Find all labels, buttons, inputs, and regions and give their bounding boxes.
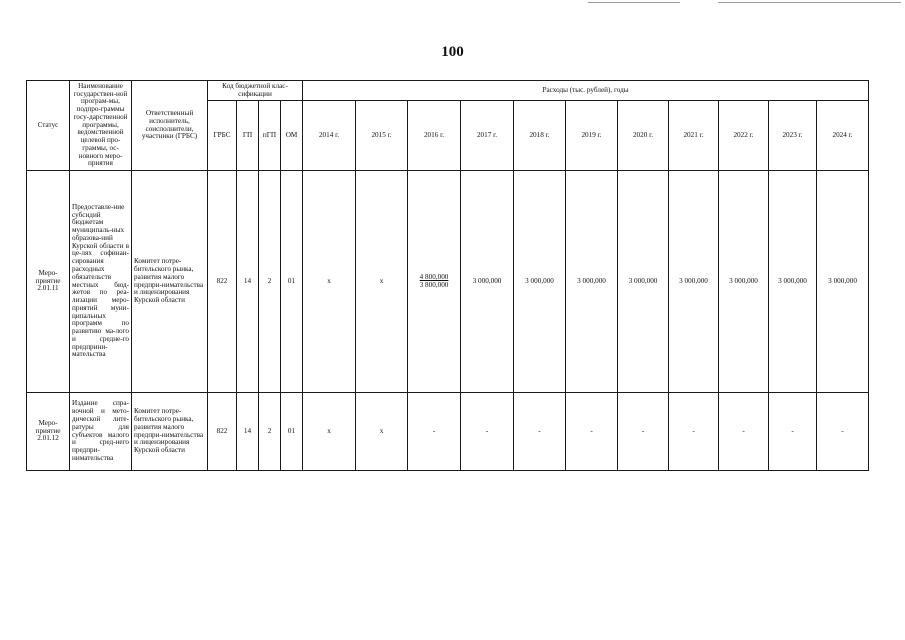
row-name: Предоставле-ние субсидий бюджетам муниципаль-ных образова-ний Курской области в це-лях софинан-сирования расходных обязательств местных бюд-жетов по реа-лизации меро-приятий муни-ципальных программ по развитию ма-лого и средне-го предприни-мательства bbox=[70, 171, 132, 393]
row-gp: 14 bbox=[237, 393, 259, 471]
header-budget-code: Код бюджетной клас-сификации bbox=[208, 81, 303, 101]
header-year-2015: 2015 г. bbox=[356, 101, 408, 171]
row-2024: - bbox=[817, 393, 869, 471]
row-2022: 3 000,000 bbox=[719, 171, 769, 393]
header-expenses: Расходы (тыс. рублей), годы bbox=[303, 81, 869, 101]
budget-table bbox=[26, 80, 869, 471]
header-gp: ГП bbox=[237, 101, 259, 171]
header-year-2020: 2020 г. bbox=[618, 101, 669, 171]
row-2019: - bbox=[566, 393, 618, 471]
row-2019: 3 000,000 bbox=[566, 171, 618, 393]
row-om: 01 bbox=[281, 171, 303, 393]
top-rule-right bbox=[718, 2, 901, 3]
row-om: 01 bbox=[281, 393, 303, 471]
header-year-2014: 2014 г. bbox=[303, 101, 356, 171]
header-grbs: ГРБС bbox=[208, 101, 237, 171]
row-2015: х bbox=[356, 393, 408, 471]
header-executor: Ответственный исполнитель, соисполнители, участники (ГРБС) bbox=[132, 81, 208, 171]
row-2017: - bbox=[461, 393, 514, 471]
row-2022: - bbox=[719, 393, 769, 471]
row-pgp: 2 bbox=[259, 393, 281, 471]
row-2017: 3 000,000 bbox=[461, 171, 514, 393]
row-2021: - bbox=[669, 393, 719, 471]
row-grbs: 822 bbox=[208, 393, 237, 471]
row-2016-new-value: 3 800,000 bbox=[419, 280, 449, 289]
row-2015: х bbox=[356, 171, 408, 393]
top-rule-left bbox=[588, 2, 680, 3]
row-executor: Комитет потре-бительского рынка, развития малого предпри-нимательства и лицензирования Курской области bbox=[132, 171, 208, 393]
row-2023: - bbox=[769, 393, 817, 471]
row-2018: - bbox=[514, 393, 566, 471]
header-status: Статус bbox=[27, 81, 70, 171]
header-year-2018: 2018 г. bbox=[514, 101, 566, 171]
row-2014: х bbox=[303, 171, 356, 393]
header-pgp: пГП bbox=[259, 101, 281, 171]
header-name: Наименование государствен-ной програм-мы, подпро-граммы госу-дарственной программы, ведомственной целевой про-граммы, ос-новного меро-приятия bbox=[70, 81, 132, 171]
header-row-1 bbox=[27, 81, 869, 101]
row-pgp: 2 bbox=[259, 171, 281, 393]
row-name: Издание спра-вочной и мето-дической лите-ратуры для субъектов малого и сред-него предпри-нимательства bbox=[70, 393, 132, 471]
header-om: ОМ bbox=[281, 101, 303, 171]
row-2023: 3 000,000 bbox=[769, 171, 817, 393]
row-grbs: 822 bbox=[208, 171, 237, 393]
row-status: Меро-приятие 2.01.11 bbox=[27, 171, 70, 393]
row-2020: 3 000,000 bbox=[618, 171, 669, 393]
header-year-2019: 2019 г. bbox=[566, 101, 618, 171]
header-year-2016: 2016 г. bbox=[408, 101, 461, 171]
row-2024: 3 000,000 bbox=[817, 171, 869, 393]
row-gp: 14 bbox=[237, 171, 259, 393]
row-2016: - bbox=[408, 393, 461, 471]
header-year-2022: 2022 г. bbox=[719, 101, 769, 171]
row-2014: х bbox=[303, 393, 356, 471]
row-executor: Комитет потре-бительского рынка, развития малого предпри-нимательства и лицензирования Курской области bbox=[132, 393, 208, 471]
page-number: 100 bbox=[441, 44, 464, 60]
row-2020: - bbox=[618, 393, 669, 471]
row-2016 bbox=[408, 171, 461, 393]
header-year-2021: 2021 г. bbox=[669, 101, 719, 171]
header-year-2017: 2017 г. bbox=[461, 101, 514, 171]
table-row bbox=[27, 393, 869, 471]
header-year-2024: 2024 г. bbox=[817, 101, 869, 171]
row-2016-old-value: 4 800,000 bbox=[419, 272, 449, 281]
row-2021: 3 000,000 bbox=[669, 171, 719, 393]
table-row bbox=[27, 171, 869, 393]
row-2018: 3 000,000 bbox=[514, 171, 566, 393]
header-year-2023: 2023 г. bbox=[769, 101, 817, 171]
row-status: Меро-приятие 2.01.12 bbox=[27, 393, 70, 471]
